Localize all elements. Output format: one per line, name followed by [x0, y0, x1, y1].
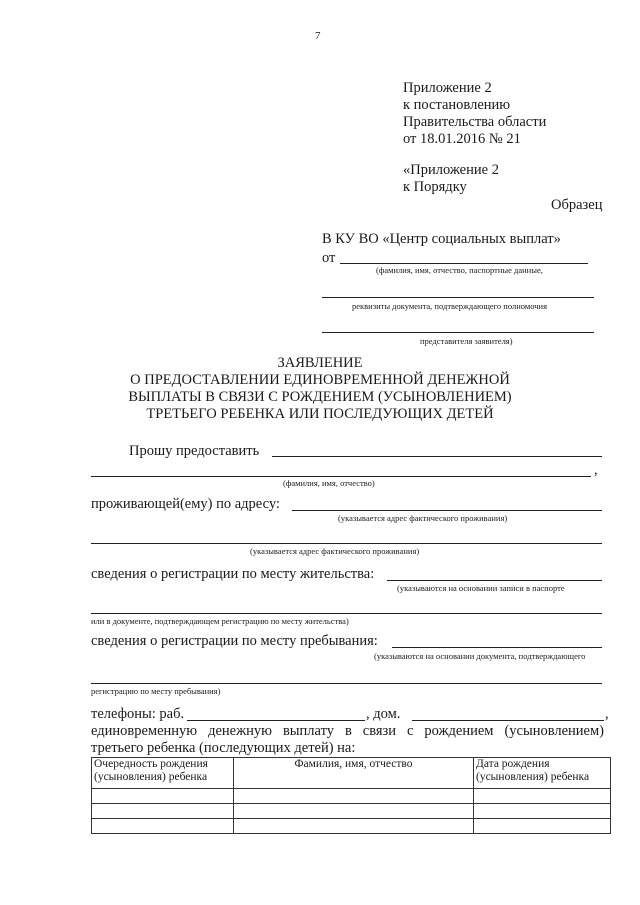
children-table	[91, 757, 611, 834]
addressee-from-label: от	[322, 250, 336, 266]
stay-field[interactable]	[392, 647, 602, 648]
authority-doc-field[interactable]	[322, 297, 594, 298]
stay-label: сведения о регистрации по месту пребывания:	[91, 633, 378, 649]
page-number: 7	[315, 30, 321, 42]
table-cell[interactable]	[474, 819, 611, 834]
residence-hint-2: или в документе, подтверждающем регистрацию по месту жительства)	[91, 616, 349, 626]
appendix-order-ref: к Порядку	[403, 179, 467, 195]
appendix-date: от 18.01.2016 № 21	[403, 131, 521, 147]
fio-hint: (фамилия, имя, отчество)	[283, 478, 375, 488]
work-phone-field[interactable]	[187, 720, 365, 721]
document-subtitle-1: О ПРЕДОСТАВЛЕНИИ ЕДИНОВРЕМЕННОЙ ДЕНЕЖНОЙ	[130, 372, 510, 388]
stay-hint-2: регистрацию по месту пребывания)	[91, 686, 221, 696]
table-cell[interactable]	[92, 789, 234, 804]
representative-hint: представителя заявителя)	[420, 336, 513, 346]
residence-field-2[interactable]	[91, 613, 602, 614]
home-phone-field[interactable]	[412, 720, 604, 721]
fio-field[interactable]	[91, 476, 591, 477]
address-hint-2: (указывается адрес фактического проживания)	[250, 546, 420, 556]
document-title: ЗАЯВЛЕНИЕ	[277, 355, 363, 371]
address-hint: (указывается адрес фактического проживания)	[338, 513, 508, 523]
representative-field[interactable]	[322, 332, 594, 333]
applicant-field[interactable]	[340, 263, 588, 264]
table-cell[interactable]	[92, 819, 234, 834]
col-birth-date: Дата рождения (усыновления) ребенка	[474, 758, 611, 789]
payment-text: единовременную денежную выплату в связи с рождением (усыновлением)	[91, 723, 604, 739]
addressee-to: В КУ ВО «Центр социальных выплат»	[322, 231, 561, 247]
table-cell[interactable]	[474, 789, 611, 804]
appendix-title: Приложение 2	[403, 80, 492, 96]
table-cell[interactable]	[234, 789, 474, 804]
table-cell[interactable]	[92, 804, 234, 819]
col-full-name: Фамилия, имя, отчество	[234, 758, 474, 789]
residence-field[interactable]	[387, 580, 602, 581]
home-phone-label: , дом.	[366, 706, 401, 722]
residence-label: сведения о регистрации по месту жительства:	[91, 566, 375, 582]
table-cell[interactable]	[234, 819, 474, 834]
fio-comma: ,	[594, 462, 598, 478]
address-field-2[interactable]	[91, 543, 602, 544]
appendix-order-title: «Приложение 2	[403, 162, 499, 178]
request-label: Прошу предоставить	[129, 443, 260, 459]
authority-doc-hint: реквизиты документа, подтверждающего полномочия	[352, 301, 548, 311]
col-birth-order: Очередность рождения (усыновления) ребенка	[92, 758, 234, 789]
document-subtitle-2: ВЫПЛАТЫ В СВЯЗИ С РОЖДЕНИЕМ (УСЫНОВЛЕНИЕМ)	[128, 389, 512, 405]
document-subtitle-3: ТРЕТЬЕГО РЕБЕНКА ИЛИ ПОСЛЕДУЮЩИХ ДЕТЕЙ	[146, 406, 494, 422]
residence-hint: (указываются на основании записи в паспорте	[397, 583, 565, 593]
request-field[interactable]	[272, 456, 602, 457]
table-row	[92, 819, 611, 834]
sample-label: Образец	[551, 197, 603, 213]
address-field[interactable]	[292, 510, 602, 511]
stay-field-2[interactable]	[91, 683, 602, 684]
table-cell[interactable]	[474, 804, 611, 819]
payment-text-2: третьего ребенка (последующих детей) на:	[91, 740, 356, 756]
appendix-authority: Правительства области	[403, 114, 547, 130]
table-row	[92, 789, 611, 804]
table-cell[interactable]	[234, 804, 474, 819]
appendix-ref: к постановлению	[403, 97, 511, 113]
table-header-row	[92, 758, 611, 789]
phones-label: телефоны: раб.	[91, 706, 185, 722]
applicant-hint: (фамилия, имя, отчество, паспортные данные,	[376, 265, 543, 275]
address-label: проживающей(ему) по адресу:	[91, 496, 280, 512]
stay-hint: (указываются на основании документа, подтверждающего	[374, 651, 586, 661]
phones-comma: ,	[605, 706, 609, 722]
table-row	[92, 804, 611, 819]
